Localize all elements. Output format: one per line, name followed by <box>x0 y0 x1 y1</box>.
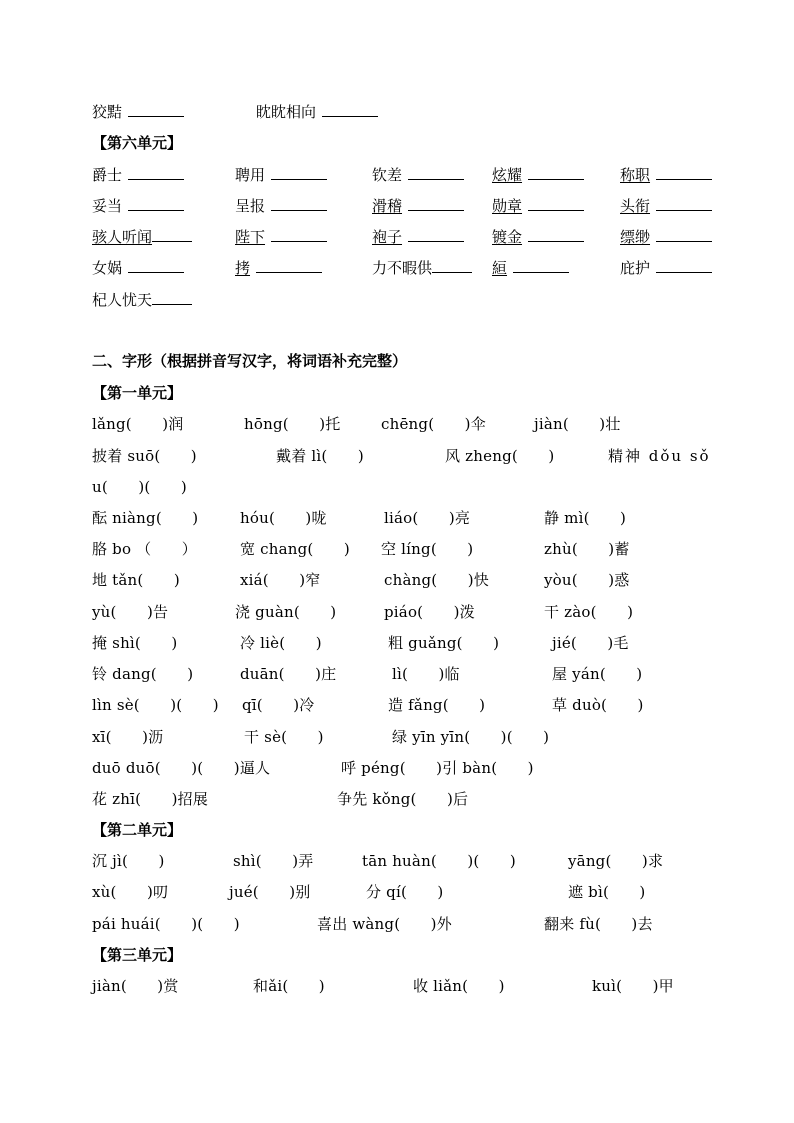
pinyin-item: 沉 jì( ) <box>92 852 165 870</box>
word: 力不暇供 <box>372 259 433 277</box>
pinyin-item: 浇 guàn( ) <box>235 603 337 621</box>
word: 镀金 <box>492 228 523 246</box>
word: 骇人听闻 <box>92 228 153 246</box>
word: 炫耀 <box>492 166 523 184</box>
pinyin-item: 空 líng( ) <box>381 540 474 558</box>
pinyin-item: duān( )庄 <box>240 665 337 683</box>
pinyin-item: 造 fǎng( ) <box>388 696 486 714</box>
pinyin-item: 披着 suō( ) <box>92 447 197 465</box>
word: 钦差 <box>372 166 403 184</box>
pinyin-item: jié( )毛 <box>552 634 629 652</box>
pinyin-item: 翻来 fù( )去 <box>544 915 653 933</box>
pinyin-item: xù( )叨 <box>92 883 169 901</box>
pinyin-item: hōng( )托 <box>244 415 341 433</box>
unit6-header: 【第六单元】 <box>92 134 183 152</box>
pinyin-item: 屋 yán( ) <box>552 665 643 683</box>
pinyin-item: hóu( )咙 <box>240 509 327 527</box>
pinyin-item: jiàn( )壮 <box>534 415 621 433</box>
pinyin-item: lì( )临 <box>392 665 460 683</box>
pinyin-item: lǎng( )润 <box>92 415 184 433</box>
pinyin-item: jiàn( )赏 <box>92 977 179 995</box>
pinyin-item: 静 mì( ) <box>544 509 627 527</box>
pinyin-item: 冷 liè( ) <box>240 634 322 652</box>
pinyin-item: 酝 niàng( ) <box>92 509 199 527</box>
word: 缥缈 <box>620 228 651 246</box>
pinyin-item: duō duō( )( )逼人 <box>92 759 271 777</box>
pinyin-item: u( )( ) <box>92 478 187 496</box>
pinyin-item: 胳 bo （ ） <box>92 540 197 558</box>
pinyin-item: 铃 dang( ) <box>92 665 194 683</box>
pinyin-item: pái huái( )( ) <box>92 915 240 933</box>
unit3-header: 【第三单元】 <box>92 946 183 964</box>
unit1-header: 【第一单元】 <box>92 384 183 402</box>
pinyin-item: liáo( )亮 <box>384 509 471 527</box>
pinyin-item: xiá( )窄 <box>240 571 321 589</box>
pinyin-item: yòu( )惑 <box>544 571 630 589</box>
pinyin-item: chēng( )伞 <box>381 415 486 433</box>
word: 滑稽 <box>372 197 403 215</box>
pinyin-item: 绿 yīn yīn( )( ) <box>392 728 550 746</box>
word: 呈报 <box>235 197 266 215</box>
word: 称职 <box>620 166 651 184</box>
word: 庇护 <box>620 259 651 277</box>
pinyin-item: 干 sè( ) <box>244 728 324 746</box>
word: 头衔 <box>620 197 651 215</box>
word: 爵士 <box>92 166 123 184</box>
pinyin-item: 地 tǎn( ) <box>92 571 180 589</box>
word-item: 眈眈相向 <box>256 101 378 123</box>
pinyin-item: 呼 péng( )引 bàn( ) <box>341 759 534 777</box>
pinyin-item: lìn sè( )( ) <box>92 696 219 714</box>
pinyin-item: 干 zào( ) <box>544 603 634 621</box>
pinyin-item: kuì( )甲 <box>592 977 674 995</box>
unit2-header: 【第二单元】 <box>92 821 183 839</box>
pinyin-item: zhù( )蓄 <box>544 540 630 558</box>
word: 拷 <box>235 259 251 277</box>
word: 絙 <box>492 259 508 277</box>
pinyin-item: 精神 dǒu sǒ <box>608 447 711 465</box>
pinyin-item: 花 zhī( )招展 <box>92 790 209 808</box>
pinyin-item: tān huàn( )( ) <box>362 852 516 870</box>
pinyin-item: 草 duò( ) <box>552 696 644 714</box>
pinyin-item: 宽 chang( ) <box>240 540 350 558</box>
pinyin-item: piáo( )泼 <box>384 603 475 621</box>
word: 杞人忧天 <box>92 291 153 309</box>
pinyin-item: 遮 bì( ) <box>568 883 646 901</box>
pinyin-item: chàng( )快 <box>384 571 489 589</box>
pinyin-item: 喜出 wàng( )外 <box>317 915 452 933</box>
pinyin-item: 分 qí( ) <box>366 883 444 901</box>
word: 袍子 <box>372 228 403 246</box>
pinyin-item: xī( )沥 <box>92 728 164 746</box>
pinyin-item: 收 liǎn( ) <box>413 977 505 995</box>
word: 勋章 <box>492 197 523 215</box>
section-title: 二、字形（根据拼音写汉字，将词语补充完整） <box>92 352 408 370</box>
word: 妥当 <box>92 197 123 215</box>
pinyin-item: 粗 guǎng( ) <box>388 634 500 652</box>
pinyin-item: 和ǎi( ) <box>253 977 325 995</box>
pinyin-item: 戴着 lì( ) <box>276 447 364 465</box>
pinyin-item: 风 zheng( ) <box>445 447 555 465</box>
word: 陛下 <box>235 228 266 246</box>
pinyin-item: jué( )别 <box>229 883 311 901</box>
pinyin-item: yāng( )求 <box>568 852 664 870</box>
pinyin-item: qī( )冷 <box>242 696 315 714</box>
pinyin-item: 争先 kǒng( )后 <box>337 790 469 808</box>
pinyin-item: yù( )告 <box>92 603 169 621</box>
word: 聘用 <box>235 166 266 184</box>
pinyin-item: 掩 shì( ) <box>92 634 178 652</box>
pinyin-item: shì( )弄 <box>233 852 314 870</box>
word-item: 狡黠 <box>92 101 184 123</box>
word: 女娲 <box>92 259 123 277</box>
